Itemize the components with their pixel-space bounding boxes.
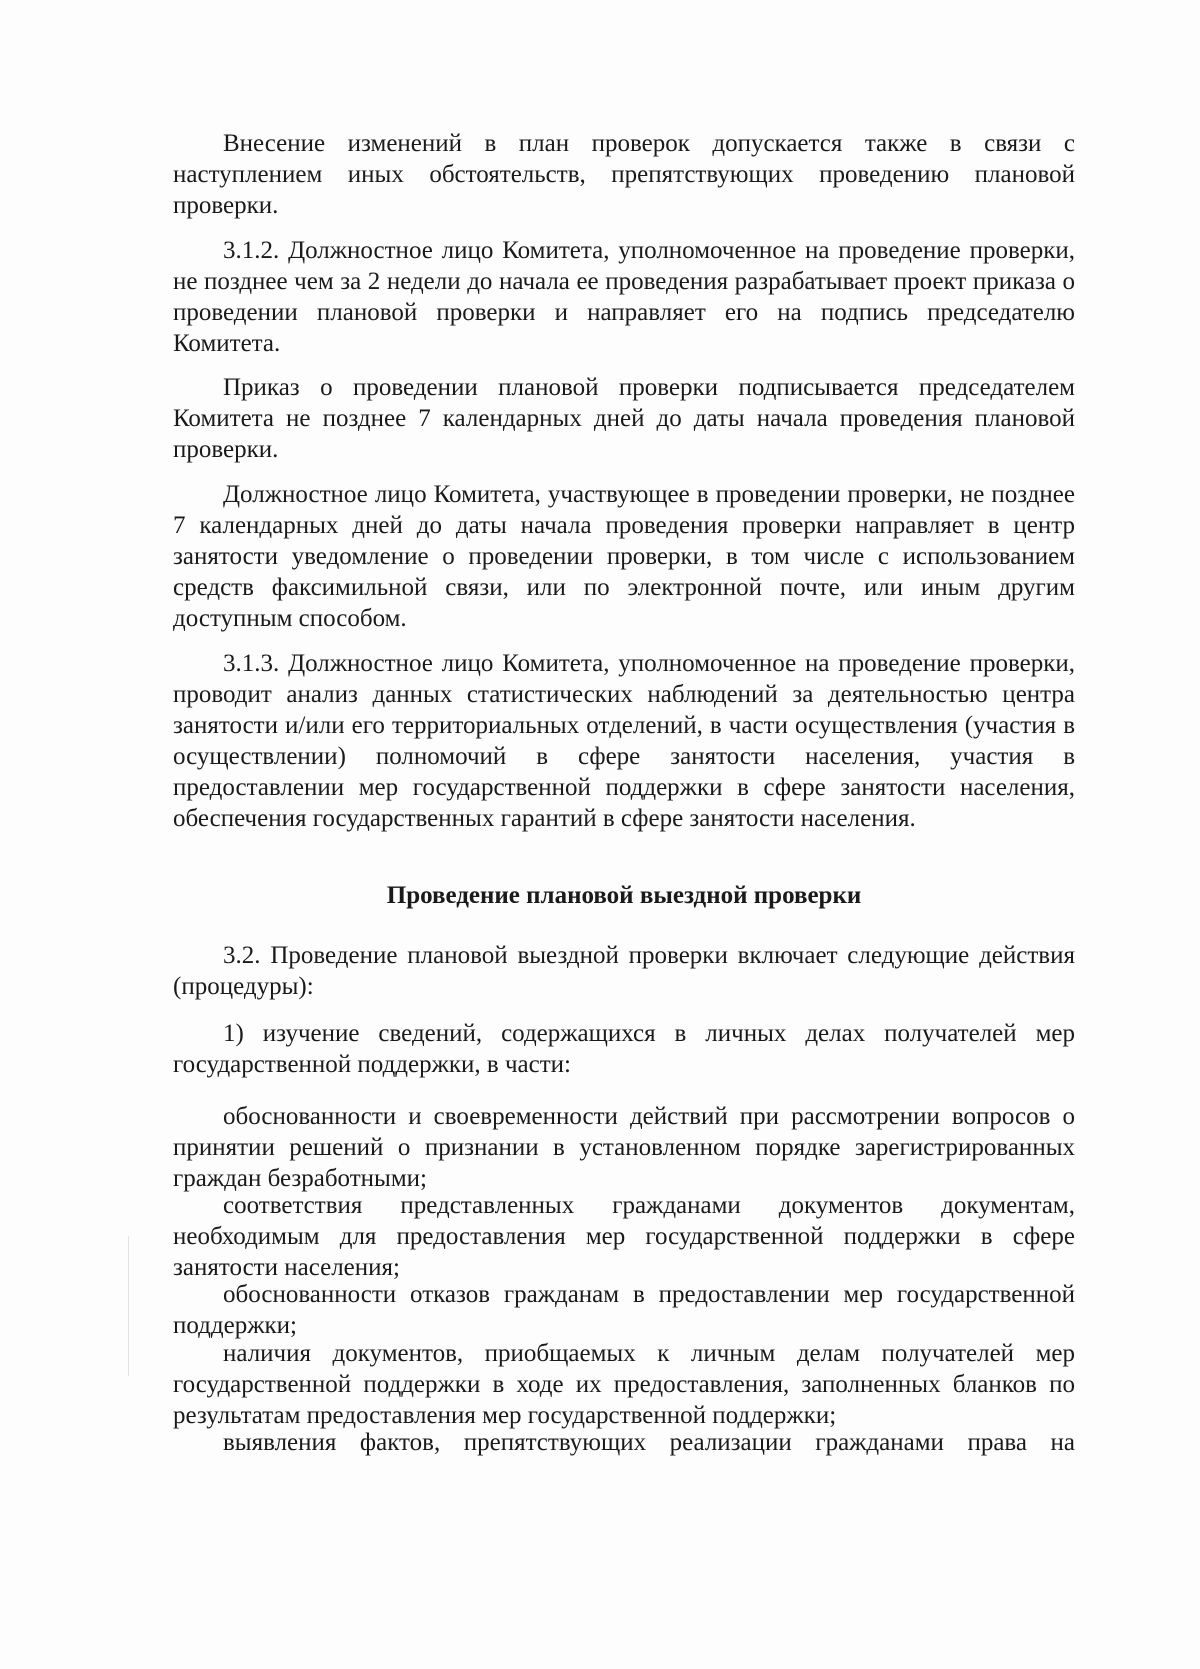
paragraph-order-signing: Приказ о проведении плановой проверки подписывается председателем Комитета не позднее 7 календарных дней до даты начала проведения плановой проверки. (173, 374, 1075, 463)
paragraph-item-1: 1) изучение сведений, содержащихся в личных делах получателей мер государственной поддержки, в части: (173, 1020, 1075, 1078)
scan-artifact-line (128, 1236, 129, 1376)
section-heading: Проведение плановой выездной проверки (386, 882, 862, 909)
list-item-obstacles: выявления фактов, препятствующих реализации гражданами права на (223, 1429, 1075, 1456)
list-item-justification: обоснованности и своевременности действий при рассмотрении вопросов о принятии решений о признании в установленном порядке зарегистрированных граждан безработными; (173, 1103, 1075, 1192)
paragraph-plan-changes: Внесение изменений в план проверок допускается также в связи с наступлением иных обстоятельств, препятствующих проведению плановой проверки. (173, 130, 1075, 219)
paragraph-3-2: 3.2. Проведение плановой выездной проверки включает следующие действия (процедуры): (173, 942, 1075, 1000)
paragraph-notification: Должностное лицо Комитета, участвующее в проведении проверки, не позднее 7 календарных дней до даты начала проведения проверки направляет в центр занятости уведомление о проведении проверки, в том числе с использованием средств факсимильной связи, или по электронной почте, или иным другим доступным способом. (173, 481, 1075, 632)
paragraph-3-1-2: 3.1.2. Должностное лицо Комитета, уполномоченное на проведение проверки, не позднее чем за 2 недели до начала ее проведения разрабатывает проект приказа о проведении плановой проверки и направляет его на подпись председателю Комитета. (173, 237, 1075, 357)
list-item-compliance: соответствия представленных гражданами документов документам, необходимым для предоставления мер государственной поддержки в сфере занятости населения; (173, 1192, 1075, 1281)
list-item-documents: наличия документов, приобщаемых к личным делам получателей мер государственной поддержки в ходе их предоставления, заполненных бланков по результатам предоставления мер государственной поддержки; (173, 1340, 1075, 1429)
paragraph-3-1-3: 3.1.3. Должностное лицо Комитета, уполномоченное на проведение проверки, проводит анализ данных статистических наблюдений за деятельностью центра занятости и/или его территориальных отделений, в части осуществления (участия в осуществлении) полномочий в сфере занятости населения, участия в предоставлении мер государственной поддержки в сфере занятости населения, обеспечения государственных гарантий в сфере занятости населения. (173, 650, 1075, 832)
list-item-refusals: обоснованности отказов гражданам в предоставлении мер государственной поддержки; (173, 1281, 1075, 1339)
